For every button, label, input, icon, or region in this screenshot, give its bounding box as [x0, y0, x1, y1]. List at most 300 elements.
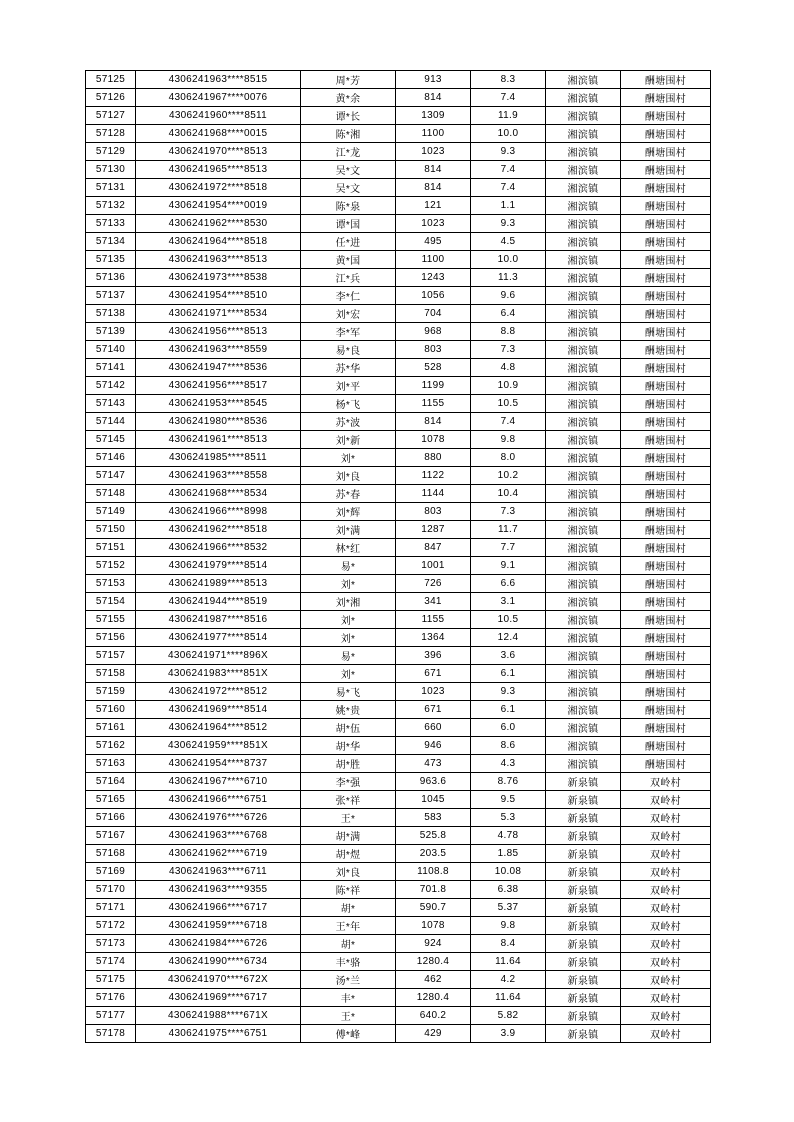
- cell-village: 酬塘围村: [621, 539, 711, 557]
- cell-id_number: 4306241962****8530: [136, 215, 301, 233]
- cell-serial: 57173: [86, 935, 136, 953]
- table-row: [86, 467, 711, 485]
- cell-village: 酬塘围村: [621, 467, 711, 485]
- cell-name: 刘*良: [301, 863, 396, 881]
- cell-village: 酬塘围村: [621, 269, 711, 287]
- cell-name: 黄*国: [301, 251, 396, 269]
- table-row: [86, 791, 711, 809]
- table-row: [86, 683, 711, 701]
- cell-village: 双岭村: [621, 773, 711, 791]
- cell-id_number: 4306241959****6718: [136, 917, 301, 935]
- cell-amount: 341: [396, 593, 471, 611]
- cell-serial: 57166: [86, 809, 136, 827]
- cell-town: 湘滨镇: [546, 539, 621, 557]
- cell-village: 酬塘围村: [621, 521, 711, 539]
- cell-name: 陈*泉: [301, 197, 396, 215]
- cell-rate: 6.38: [471, 881, 546, 899]
- cell-id_number: 4306241971****896X: [136, 647, 301, 665]
- table-row: [86, 143, 711, 161]
- table-row: [86, 107, 711, 125]
- table-row: [86, 917, 711, 935]
- cell-id_number: 4306241962****8518: [136, 521, 301, 539]
- cell-rate: 6.1: [471, 665, 546, 683]
- cell-town: 湘滨镇: [546, 503, 621, 521]
- cell-village: 酬塘围村: [621, 647, 711, 665]
- cell-village: 酬塘围村: [621, 557, 711, 575]
- cell-name: 胡*伍: [301, 719, 396, 737]
- cell-town: 新泉镇: [546, 953, 621, 971]
- cell-rate: 5.82: [471, 1007, 546, 1025]
- cell-village: 酬塘围村: [621, 143, 711, 161]
- cell-name: 刘*: [301, 575, 396, 593]
- cell-village: 酬塘围村: [621, 377, 711, 395]
- cell-name: 胡*满: [301, 827, 396, 845]
- cell-amount: 528: [396, 359, 471, 377]
- table-row: [86, 647, 711, 665]
- table-row: [86, 593, 711, 611]
- cell-id_number: 4306241973****8538: [136, 269, 301, 287]
- cell-amount: 704: [396, 305, 471, 323]
- cell-id_number: 4306241968****8534: [136, 485, 301, 503]
- cell-serial: 57163: [86, 755, 136, 773]
- table-row: [86, 485, 711, 503]
- cell-amount: 396: [396, 647, 471, 665]
- cell-name: 姚*贵: [301, 701, 396, 719]
- cell-town: 湘滨镇: [546, 665, 621, 683]
- cell-name: 吴*文: [301, 161, 396, 179]
- table-row: [86, 197, 711, 215]
- cell-serial: 57141: [86, 359, 136, 377]
- cell-rate: 4.3: [471, 755, 546, 773]
- cell-name: 丰*骆: [301, 953, 396, 971]
- cell-name: 汤*兰: [301, 971, 396, 989]
- table-row: [86, 953, 711, 971]
- cell-serial: 57156: [86, 629, 136, 647]
- cell-town: 新泉镇: [546, 899, 621, 917]
- cell-id_number: 4306241968****0015: [136, 125, 301, 143]
- cell-id_number: 4306241964****8518: [136, 233, 301, 251]
- cell-town: 湘滨镇: [546, 251, 621, 269]
- cell-amount: 814: [396, 179, 471, 197]
- cell-name: 苏*波: [301, 413, 396, 431]
- cell-town: 湘滨镇: [546, 521, 621, 539]
- cell-rate: 7.4: [471, 89, 546, 107]
- table-row: [86, 935, 711, 953]
- cell-village: 酬塘围村: [621, 413, 711, 431]
- cell-rate: 4.8: [471, 359, 546, 377]
- cell-amount: 814: [396, 89, 471, 107]
- cell-amount: 1364: [396, 629, 471, 647]
- cell-town: 湘滨镇: [546, 269, 621, 287]
- table-row: [86, 881, 711, 899]
- cell-village: 酬塘围村: [621, 305, 711, 323]
- cell-village: 双岭村: [621, 845, 711, 863]
- cell-village: 酬塘围村: [621, 107, 711, 125]
- cell-serial: 57131: [86, 179, 136, 197]
- cell-name: 任*进: [301, 233, 396, 251]
- cell-name: 刘*: [301, 629, 396, 647]
- cell-name: 张*祥: [301, 791, 396, 809]
- cell-village: 双岭村: [621, 863, 711, 881]
- cell-amount: 495: [396, 233, 471, 251]
- cell-id_number: 4306241963****9355: [136, 881, 301, 899]
- cell-id_number: 4306241963****8513: [136, 251, 301, 269]
- cell-town: 湘滨镇: [546, 683, 621, 701]
- cell-name: 刘*平: [301, 377, 396, 395]
- cell-serial: 57162: [86, 737, 136, 755]
- table-row: [86, 233, 711, 251]
- cell-town: 湘滨镇: [546, 341, 621, 359]
- cell-serial: 57145: [86, 431, 136, 449]
- cell-rate: 6.6: [471, 575, 546, 593]
- cell-serial: 57176: [86, 989, 136, 1007]
- cell-rate: 9.3: [471, 683, 546, 701]
- cell-rate: 6.4: [471, 305, 546, 323]
- cell-rate: 6.1: [471, 701, 546, 719]
- cell-rate: 7.4: [471, 179, 546, 197]
- cell-serial: 57137: [86, 287, 136, 305]
- cell-amount: 1199: [396, 377, 471, 395]
- cell-name: 刘*新: [301, 431, 396, 449]
- cell-id_number: 4306241960****8511: [136, 107, 301, 125]
- table-row: [86, 521, 711, 539]
- cell-amount: 963.6: [396, 773, 471, 791]
- cell-id_number: 4306241985****8511: [136, 449, 301, 467]
- cell-amount: 1045: [396, 791, 471, 809]
- beneficiary-table: [85, 70, 711, 1043]
- cell-town: 新泉镇: [546, 881, 621, 899]
- cell-village: 双岭村: [621, 827, 711, 845]
- cell-serial: 57144: [86, 413, 136, 431]
- cell-amount: 880: [396, 449, 471, 467]
- cell-rate: 7.3: [471, 341, 546, 359]
- cell-id_number: 4306241967****0076: [136, 89, 301, 107]
- cell-town: 新泉镇: [546, 863, 621, 881]
- table-row: [86, 737, 711, 755]
- cell-name: 黄*余: [301, 89, 396, 107]
- table-row: [86, 215, 711, 233]
- cell-name: 刘*宏: [301, 305, 396, 323]
- cell-id_number: 4306241988****671X: [136, 1007, 301, 1025]
- cell-name: 周*芳: [301, 71, 396, 89]
- cell-name: 胡*: [301, 899, 396, 917]
- cell-amount: 1122: [396, 467, 471, 485]
- cell-amount: 1309: [396, 107, 471, 125]
- cell-id_number: 4306241972****8518: [136, 179, 301, 197]
- cell-id_number: 4306241959****851X: [136, 737, 301, 755]
- cell-id_number: 4306241963****8515: [136, 71, 301, 89]
- cell-amount: 913: [396, 71, 471, 89]
- cell-town: 湘滨镇: [546, 107, 621, 125]
- table-row: [86, 359, 711, 377]
- cell-town: 湘滨镇: [546, 89, 621, 107]
- cell-village: 酬塘围村: [621, 575, 711, 593]
- cell-name: 陈*湘: [301, 125, 396, 143]
- cell-village: 酬塘围村: [621, 179, 711, 197]
- cell-id_number: 4306241954****8510: [136, 287, 301, 305]
- cell-rate: 5.37: [471, 899, 546, 917]
- cell-serial: 57153: [86, 575, 136, 593]
- cell-amount: 1100: [396, 251, 471, 269]
- cell-rate: 7.7: [471, 539, 546, 557]
- cell-id_number: 4306241956****8513: [136, 323, 301, 341]
- cell-serial: 57142: [86, 377, 136, 395]
- cell-amount: 1280.4: [396, 989, 471, 1007]
- cell-amount: 1155: [396, 611, 471, 629]
- cell-rate: 7.4: [471, 413, 546, 431]
- cell-rate: 11.7: [471, 521, 546, 539]
- cell-amount: 1108.8: [396, 863, 471, 881]
- table-row: [86, 431, 711, 449]
- cell-amount: 121: [396, 197, 471, 215]
- cell-name: 胡*煜: [301, 845, 396, 863]
- table-row: [86, 665, 711, 683]
- cell-serial: 57132: [86, 197, 136, 215]
- cell-id_number: 4306241983****851X: [136, 665, 301, 683]
- cell-id_number: 4306241975****6751: [136, 1025, 301, 1043]
- table-row: [86, 773, 711, 791]
- cell-amount: 640.2: [396, 1007, 471, 1025]
- cell-town: 湘滨镇: [546, 629, 621, 647]
- cell-village: 酬塘围村: [621, 341, 711, 359]
- cell-town: 湘滨镇: [546, 467, 621, 485]
- cell-id_number: 4306241963****6711: [136, 863, 301, 881]
- cell-rate: 11.64: [471, 953, 546, 971]
- table-row: [86, 719, 711, 737]
- cell-name: 苏*春: [301, 485, 396, 503]
- cell-amount: 203.5: [396, 845, 471, 863]
- cell-id_number: 4306241972****8512: [136, 683, 301, 701]
- cell-name: 刘*满: [301, 521, 396, 539]
- cell-id_number: 4306241969****6717: [136, 989, 301, 1007]
- cell-serial: 57172: [86, 917, 136, 935]
- cell-amount: 590.7: [396, 899, 471, 917]
- table-row: [86, 557, 711, 575]
- cell-amount: 1023: [396, 683, 471, 701]
- cell-rate: 10.2: [471, 467, 546, 485]
- cell-rate: 10.08: [471, 863, 546, 881]
- cell-village: 双岭村: [621, 971, 711, 989]
- cell-town: 湘滨镇: [546, 737, 621, 755]
- cell-name: 王*: [301, 809, 396, 827]
- cell-village: 双岭村: [621, 809, 711, 827]
- cell-serial: 57129: [86, 143, 136, 161]
- cell-village: 酬塘围村: [621, 359, 711, 377]
- cell-town: 湘滨镇: [546, 161, 621, 179]
- cell-rate: 6.0: [471, 719, 546, 737]
- cell-town: 湘滨镇: [546, 179, 621, 197]
- cell-rate: 8.76: [471, 773, 546, 791]
- cell-serial: 57171: [86, 899, 136, 917]
- cell-amount: 1144: [396, 485, 471, 503]
- cell-town: 新泉镇: [546, 791, 621, 809]
- cell-town: 湘滨镇: [546, 557, 621, 575]
- cell-town: 湘滨镇: [546, 359, 621, 377]
- table-row: [86, 179, 711, 197]
- cell-serial: 57135: [86, 251, 136, 269]
- cell-town: 新泉镇: [546, 971, 621, 989]
- cell-id_number: 4306241976****6726: [136, 809, 301, 827]
- cell-rate: 10.9: [471, 377, 546, 395]
- cell-name: 李*军: [301, 323, 396, 341]
- table-row: [86, 863, 711, 881]
- cell-town: 湘滨镇: [546, 449, 621, 467]
- cell-id_number: 4306241956****8517: [136, 377, 301, 395]
- cell-amount: 1001: [396, 557, 471, 575]
- cell-amount: 1280.4: [396, 953, 471, 971]
- cell-name: 刘*: [301, 449, 396, 467]
- table-row: [86, 1007, 711, 1025]
- cell-village: 酬塘围村: [621, 665, 711, 683]
- cell-town: 湘滨镇: [546, 719, 621, 737]
- cell-rate: 3.9: [471, 1025, 546, 1043]
- cell-rate: 10.0: [471, 251, 546, 269]
- cell-village: 酬塘围村: [621, 431, 711, 449]
- cell-serial: 57136: [86, 269, 136, 287]
- cell-id_number: 4306241962****6719: [136, 845, 301, 863]
- cell-name: 谭*长: [301, 107, 396, 125]
- cell-town: 湘滨镇: [546, 413, 621, 431]
- cell-id_number: 4306241954****8737: [136, 755, 301, 773]
- cell-rate: 12.4: [471, 629, 546, 647]
- table-row: [86, 449, 711, 467]
- cell-amount: 1287: [396, 521, 471, 539]
- table-row: [86, 971, 711, 989]
- cell-serial: 57164: [86, 773, 136, 791]
- cell-id_number: 4306241966****6717: [136, 899, 301, 917]
- table-row: [86, 323, 711, 341]
- cell-name: 胡*华: [301, 737, 396, 755]
- cell-name: 江*兵: [301, 269, 396, 287]
- table-row: [86, 89, 711, 107]
- cell-amount: 924: [396, 935, 471, 953]
- cell-rate: 9.8: [471, 917, 546, 935]
- cell-town: 湘滨镇: [546, 143, 621, 161]
- cell-town: 新泉镇: [546, 773, 621, 791]
- cell-amount: 814: [396, 161, 471, 179]
- cell-id_number: 4306241963****8559: [136, 341, 301, 359]
- cell-town: 湘滨镇: [546, 197, 621, 215]
- cell-town: 湘滨镇: [546, 377, 621, 395]
- table-row: [86, 755, 711, 773]
- cell-name: 林*红: [301, 539, 396, 557]
- cell-rate: 9.3: [471, 215, 546, 233]
- cell-serial: 57148: [86, 485, 136, 503]
- cell-amount: 1078: [396, 431, 471, 449]
- cell-town: 新泉镇: [546, 1025, 621, 1043]
- cell-rate: 8.8: [471, 323, 546, 341]
- cell-serial: 57169: [86, 863, 136, 881]
- cell-village: 酬塘围村: [621, 755, 711, 773]
- table-row: [86, 305, 711, 323]
- cell-rate: 10.0: [471, 125, 546, 143]
- cell-rate: 10.5: [471, 611, 546, 629]
- cell-amount: 473: [396, 755, 471, 773]
- cell-village: 酬塘围村: [621, 449, 711, 467]
- cell-name: 刘*良: [301, 467, 396, 485]
- cell-id_number: 4306241979****8514: [136, 557, 301, 575]
- cell-village: 酬塘围村: [621, 737, 711, 755]
- cell-id_number: 4306241966****8532: [136, 539, 301, 557]
- cell-id_number: 4306241971****8534: [136, 305, 301, 323]
- cell-town: 新泉镇: [546, 1007, 621, 1025]
- cell-town: 湘滨镇: [546, 701, 621, 719]
- cell-serial: 57130: [86, 161, 136, 179]
- cell-village: 酬塘围村: [621, 701, 711, 719]
- cell-rate: 11.9: [471, 107, 546, 125]
- cell-serial: 57175: [86, 971, 136, 989]
- cell-name: 易*飞: [301, 683, 396, 701]
- cell-id_number: 4306241989****8513: [136, 575, 301, 593]
- cell-town: 新泉镇: [546, 989, 621, 1007]
- cell-town: 湘滨镇: [546, 611, 621, 629]
- table-row: [86, 575, 711, 593]
- cell-amount: 701.8: [396, 881, 471, 899]
- cell-rate: 4.2: [471, 971, 546, 989]
- table-row: [86, 611, 711, 629]
- cell-amount: 462: [396, 971, 471, 989]
- cell-town: 湘滨镇: [546, 323, 621, 341]
- cell-serial: 57174: [86, 953, 136, 971]
- cell-town: 湘滨镇: [546, 575, 621, 593]
- cell-amount: 803: [396, 503, 471, 521]
- cell-amount: 429: [396, 1025, 471, 1043]
- cell-rate: 8.3: [471, 71, 546, 89]
- cell-town: 湘滨镇: [546, 305, 621, 323]
- table-row: [86, 395, 711, 413]
- cell-rate: 4.5: [471, 233, 546, 251]
- cell-rate: 5.3: [471, 809, 546, 827]
- cell-rate: 9.3: [471, 143, 546, 161]
- cell-id_number: 4306241990****6734: [136, 953, 301, 971]
- cell-serial: 57125: [86, 71, 136, 89]
- cell-rate: 9.8: [471, 431, 546, 449]
- cell-name: 刘*: [301, 665, 396, 683]
- cell-rate: 8.0: [471, 449, 546, 467]
- cell-id_number: 4306241969****8514: [136, 701, 301, 719]
- cell-town: 湘滨镇: [546, 593, 621, 611]
- cell-serial: 57165: [86, 791, 136, 809]
- cell-serial: 57150: [86, 521, 136, 539]
- cell-id_number: 4306241944****8519: [136, 593, 301, 611]
- cell-rate: 9.1: [471, 557, 546, 575]
- cell-town: 湘滨镇: [546, 395, 621, 413]
- cell-amount: 671: [396, 701, 471, 719]
- cell-serial: 57143: [86, 395, 136, 413]
- table-row: [86, 269, 711, 287]
- cell-id_number: 4306241963****8558: [136, 467, 301, 485]
- cell-town: 湘滨镇: [546, 755, 621, 773]
- cell-id_number: 4306241977****8514: [136, 629, 301, 647]
- cell-id_number: 4306241966****6751: [136, 791, 301, 809]
- cell-town: 湘滨镇: [546, 287, 621, 305]
- cell-village: 酬塘围村: [621, 89, 711, 107]
- cell-id_number: 4306241980****8536: [136, 413, 301, 431]
- cell-village: 酬塘围村: [621, 233, 711, 251]
- cell-amount: 968: [396, 323, 471, 341]
- cell-serial: 57159: [86, 683, 136, 701]
- cell-village: 酬塘围村: [621, 125, 711, 143]
- cell-town: 湘滨镇: [546, 215, 621, 233]
- table-row: [86, 899, 711, 917]
- cell-village: 酬塘围村: [621, 683, 711, 701]
- cell-rate: 3.1: [471, 593, 546, 611]
- cell-name: 王*: [301, 1007, 396, 1025]
- cell-name: 吴*文: [301, 179, 396, 197]
- table-row: [86, 989, 711, 1007]
- cell-id_number: 4306241953****8545: [136, 395, 301, 413]
- cell-id_number: 4306241964****8512: [136, 719, 301, 737]
